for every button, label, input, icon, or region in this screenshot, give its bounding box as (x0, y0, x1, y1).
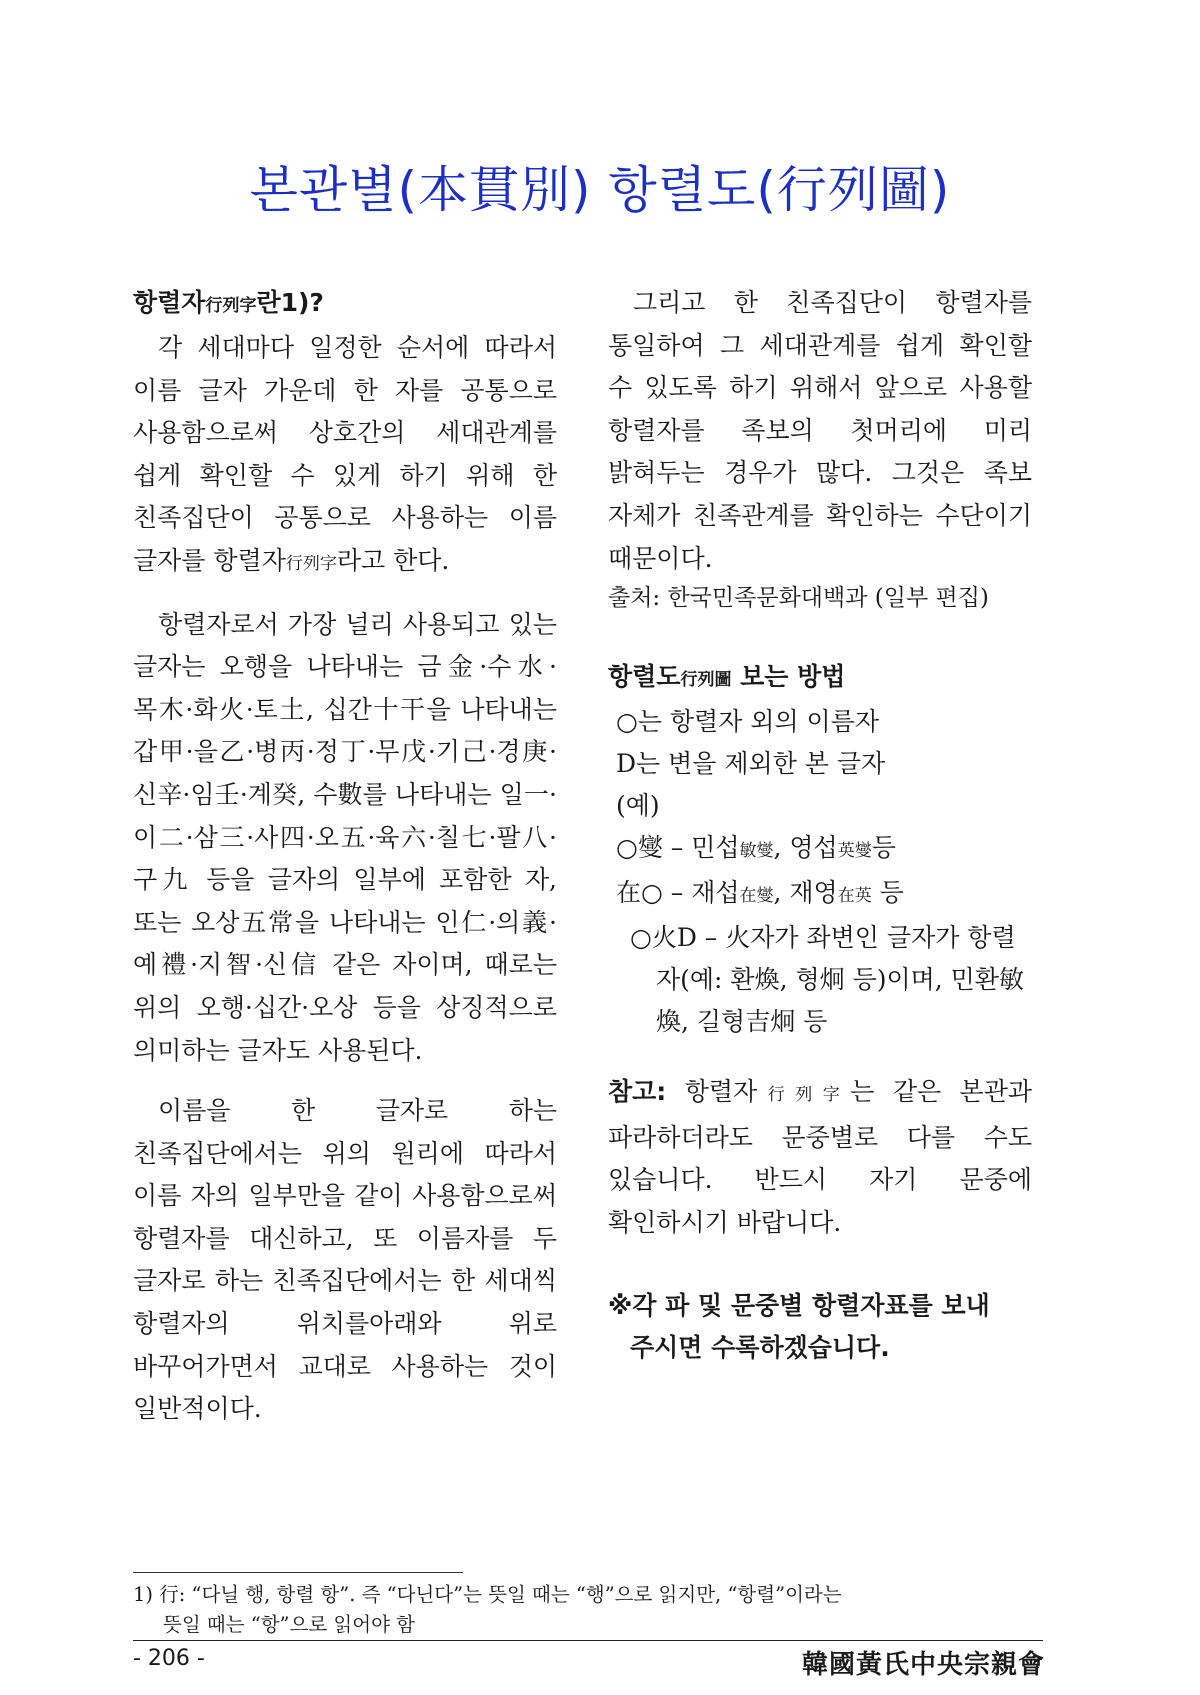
example-text: 등 (871, 833, 896, 863)
legend-example: ○火D – 火자가 좌변인 글자가 항렬자(예: 환煥, 형炯 등)이며, 민환敏煥, 길형吉炯 등 (630, 923, 1024, 1037)
legend-example (608, 827, 1032, 872)
paragraph-unification: 그리고 한 친족집단이 항렬자를 통일하여 그 세대관계를 쉽게 확인할 수 있도록 하기 위해서 앞으로 사용할 항렬자를 족보의 첫머리에 미리 밝혀두는 경우가 많다. 그것은 족보 자체가 친족관계를 확인하는 수단이기 때문이다. (608, 288, 1032, 573)
right-column (608, 282, 1032, 1369)
hanja-inline: 行列字 (757, 1085, 851, 1106)
paragraph-text: 각 세대마다 일정한 순서에 따라서 이름 글자 가운데 한 자를 공통으로 사용함으로써 상호간의 세대관계를 쉽게 확인할 수 있게 하기 위해 한 친족집단이 공통으로 사용하는 이름 글자를 항렬자 (133, 333, 557, 575)
source-citation: 출처: 한국민족문화대백과 (일부 편집) (608, 585, 989, 612)
heading-hanja: 行列字 (205, 296, 257, 316)
footnote (133, 1580, 1043, 1640)
paragraph-common-characters: 항렬자로서 가장 널리 사용되고 있는 글자는 오행을 나타내는 금金·수水·목木·화火·토土, 십간十干을 나타내는 갑甲·을乙·병丙·정丁·무戊·기己·경庚·신辛·임壬·계癸, 수數를 나타내는 일一·이二·삼三·사四·오五·육六·칠七·팔八·구九 등을 글자의 일부에 포함한 자, 또는 오상五常을 나타내는 인仁·의義·예禮·지智·신信 같은 자이며, 때로는 위의 오행·십간·오상 등을 상징적으로 의미하는 글자도 사용된다. (133, 609, 557, 1065)
example-text: , 영섭 (773, 833, 838, 863)
example-text: , 재영 (773, 878, 838, 908)
page-number: - 206 - (133, 1646, 205, 1671)
note-label: 참고: (608, 1077, 667, 1107)
page-title: 본관별(本貫別) 항렬도(行列圖) (249, 161, 951, 219)
note-text: 는 같은 본관과 파라하더라도 문중별로 다를 수도 있습니다. 반드시 자기 문중에 확인하시기 바랍니다. (608, 1077, 1033, 1237)
heading-main: 항렬도 (608, 662, 681, 692)
legend-row: (예) (616, 791, 660, 821)
legend-row: ○는 항렬자 외의 이름자 (616, 707, 880, 737)
hanja-inline: 敏燮 (739, 841, 774, 862)
submission-request (608, 1285, 1032, 1369)
footer-divider (133, 1640, 1043, 1641)
request-line: 주시면 수록하겠습니다. (630, 1332, 890, 1362)
example-text: 등 (871, 878, 904, 908)
note-paragraph (608, 1071, 1032, 1244)
hanja-inline: 英燮 (837, 841, 872, 862)
heading-tail: 란1)? (256, 288, 324, 317)
paragraph-text: 라고 한다. (336, 545, 450, 575)
heading-tail: 보는 방법 (731, 662, 846, 692)
paragraph-single-name: 이름을 한 글자로 하는 친족집단에서는 위의 원리에 따라서 이름 자의 일부만을 같이 사용함으로써 항렬자를 대신하고, 또 이름자를 두 글자로 하는 친족집단에서는 한 세대씩 항렬자의 위치를아래와 위로 바꾸어가면서 교대로 사용하는 것이 일반적이다. (133, 1096, 557, 1424)
legend-example (608, 872, 1032, 917)
legend-row: D는 변을 제외한 본 글자 (616, 749, 886, 779)
footnote-line: 뜻일 때는 “항”으로 읽어야 함 (163, 1613, 415, 1636)
organization-name: 韓國黃氏中央宗親會 (801, 1650, 1045, 1680)
footnote-divider (133, 1572, 463, 1573)
hanja-inline: 在英 (837, 886, 872, 907)
hanja-inline: 在燮 (739, 886, 774, 907)
example-text: 在○ – 재섭 (616, 878, 740, 908)
example-text: ○燮 – 민섭 (616, 833, 740, 863)
hanja-inline: 行列字 (285, 553, 337, 574)
paragraph-definition (133, 327, 557, 586)
left-column (133, 282, 557, 1431)
note-text: 항렬자 (666, 1077, 758, 1107)
heading-hanja: 行列圖 (680, 670, 732, 691)
heading-main: 항렬자 (133, 288, 206, 317)
section-heading-what-is-hangryeolja (133, 282, 557, 327)
request-line: ※각 파 및 문중별 항렬자표를 보내 (608, 1290, 990, 1320)
footnote-line: 1) 行: “다닐 행, 항렬 항”. 즉 “다닌다”는 뜻일 때는 “행”으로 읽지만, “항렬”이라는 (133, 1583, 842, 1606)
section-heading-how-to-read (608, 656, 1032, 701)
